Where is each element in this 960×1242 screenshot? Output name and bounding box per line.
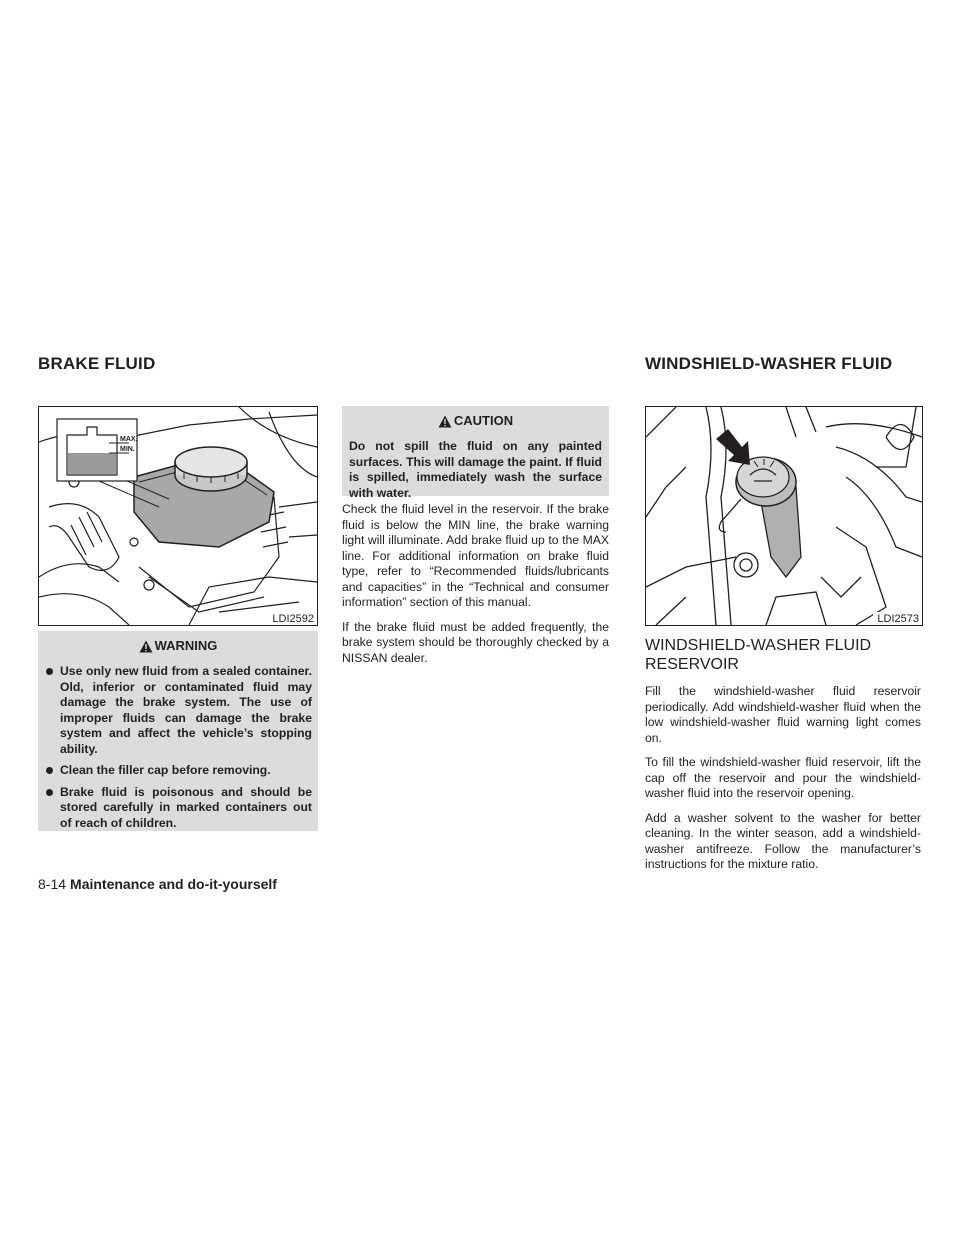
max-line-label: MAX. bbox=[120, 436, 138, 443]
bullet-icon bbox=[46, 789, 53, 796]
caution-box bbox=[342, 406, 609, 500]
warning-title: WARNING bbox=[154, 638, 218, 653]
min-line-label: MIN. bbox=[120, 446, 135, 453]
washer-paragraph: Fill the windshield-washer fluid reservoir periodically. Add windshield-washer fluid when the low windshield-washer fluid warning light comes on. bbox=[645, 684, 921, 745]
page-footer bbox=[38, 876, 277, 894]
caution-text: Do not spill the fluid on any painted surfaces. This will damage the paint. If fluid is spilled, immediately wash the surface with water. bbox=[349, 439, 602, 500]
washer-figure-label: LDI2573 bbox=[873, 612, 922, 625]
brake-text-column bbox=[342, 502, 609, 666]
washer-reservoir-subheading: WINDSHIELD-WASHER FLUID RESERVOIR bbox=[645, 637, 872, 673]
brake-reservoir-figure bbox=[38, 406, 318, 626]
caution-header bbox=[342, 406, 609, 435]
warning-item: Use only new fluid from a sealed container. Old, inferior or contaminated fluid may damage the brake system. The use of improper fluids can damage the brake system and affect the vehicle’s stopping ability. bbox=[40, 664, 312, 757]
chapter-title: Maintenance and do-it-yourself bbox=[70, 876, 277, 892]
warning-triangle-icon bbox=[139, 640, 153, 656]
brake-reservoir-illustration bbox=[39, 407, 317, 625]
bullet-icon bbox=[46, 668, 53, 675]
warning-header bbox=[38, 631, 318, 660]
warning-box bbox=[38, 631, 318, 831]
bullet-icon bbox=[46, 767, 53, 774]
washer-text-column bbox=[645, 684, 921, 873]
brake-paragraph: If the brake fluid must be added frequently, the brake system should be thoroughly checked by a NISSAN dealer. bbox=[342, 619, 609, 665]
warning-item: Clean the filler cap before removing. bbox=[40, 763, 312, 779]
washer-reservoir-figure bbox=[645, 406, 923, 626]
page-number: 8-14 bbox=[38, 876, 67, 892]
washer-paragraph: To fill the windshield-washer fluid reservoir, lift the cap off the reservoir and pour the windshield-washer fluid into the reservoir opening. bbox=[645, 755, 921, 800]
brake-fluid-heading: BRAKE FLUID bbox=[38, 354, 156, 373]
washer-fluid-heading: WINDSHIELD-WASHER FLUID bbox=[645, 354, 893, 373]
brake-figure-label: LDI2592 bbox=[268, 612, 317, 625]
washer-paragraph: Add a washer solvent to the washer for better cleaning. In the winter season, add a windshield-washer antifreeze. Follow the manufacturer’s instructions for the mixture ratio. bbox=[645, 810, 921, 871]
caution-triangle-icon bbox=[438, 415, 452, 431]
brake-paragraph: Check the fluid level in the reservoir. If the brake fluid is below the MIN line, the brake warning light will illuminate. Add brake fluid up to the MAX line. For additional information on brake fluid type, refer to “Recommended fluids/lubricants and capacities” in the “Technical and consumer information” section of this manual. bbox=[342, 502, 609, 609]
warning-item: Brake fluid is poisonous and should be stored carefully in marked containers out of reach of children. bbox=[40, 785, 312, 832]
washer-reservoir-illustration bbox=[646, 407, 922, 625]
caution-title: CAUTION bbox=[453, 413, 514, 428]
